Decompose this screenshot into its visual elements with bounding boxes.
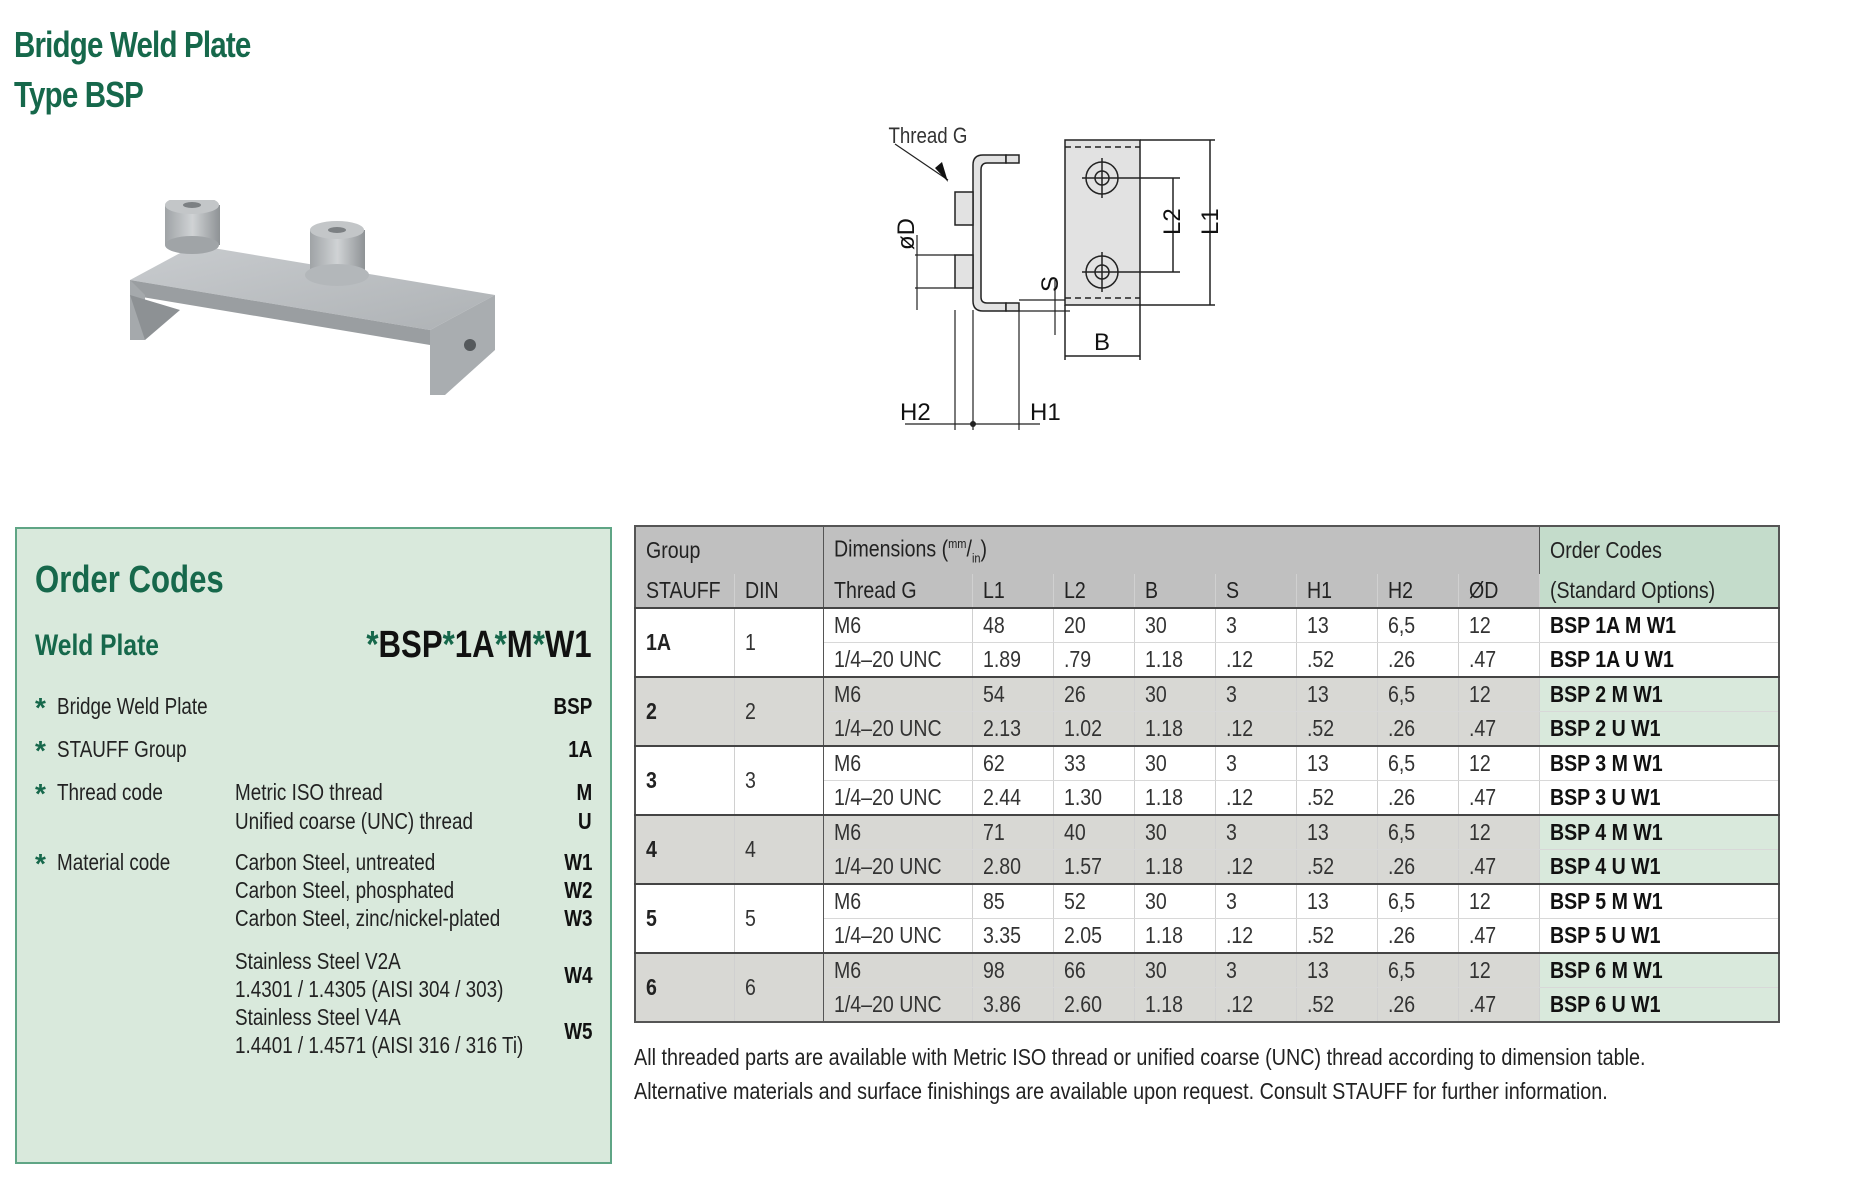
cell-h2: 6,5 <box>1377 677 1458 712</box>
required-star-icon: * <box>35 848 46 879</box>
column-header: H1 <box>1296 574 1377 608</box>
column-header: S <box>1215 574 1296 608</box>
cell-order-code: BSP 6 M W1 <box>1539 953 1779 988</box>
cell-l2: .79 <box>1053 643 1134 678</box>
cell-l1: 1.89 <box>972 643 1053 678</box>
svg-text:B: B <box>1094 329 1111 356</box>
table-row <box>635 746 1779 781</box>
option-description: Carbon Steel, untreated <box>235 849 436 875</box>
cell-thread: 1/4–20 UNC <box>823 919 972 954</box>
table-row <box>635 677 1779 712</box>
cell-h2: 6,5 <box>1377 884 1458 919</box>
cell-s: .12 <box>1215 919 1296 954</box>
option-label: STAUFF Group <box>57 736 187 762</box>
product-photo <box>100 200 560 430</box>
page-title <box>14 20 302 120</box>
svg-text:H1: H1 <box>1030 399 1061 426</box>
option-code: W5 <box>563 1018 592 1044</box>
order-code-example: *BSP*1A*M*W1 <box>366 624 592 666</box>
cell-l2: 2.60 <box>1053 988 1134 1023</box>
cell-h1: .52 <box>1296 643 1377 678</box>
title-line-2: Type BSP <box>14 74 144 115</box>
cell-h2: .26 <box>1377 988 1458 1023</box>
cell-din-group: 1 <box>734 608 823 677</box>
cell-l2: 52 <box>1053 884 1134 919</box>
cell-s: .12 <box>1215 643 1296 678</box>
cell-d: 12 <box>1458 815 1539 850</box>
cell-h2: 6,5 <box>1377 608 1458 643</box>
cell-thread: M6 <box>823 884 972 919</box>
cell-l1: 2.13 <box>972 712 1053 747</box>
cell-order-code: BSP 2 M W1 <box>1539 677 1779 712</box>
technical-drawing <box>880 110 1380 440</box>
cell-h1: 13 <box>1296 746 1377 781</box>
cell-din-group: 3 <box>734 746 823 815</box>
cell-l1: 71 <box>972 815 1053 850</box>
option-code: W4 <box>563 962 592 988</box>
header-order-codes: Order Codes <box>1539 526 1779 574</box>
cell-thread: M6 <box>823 746 972 781</box>
cell-h2: .26 <box>1377 712 1458 747</box>
column-header: DIN <box>734 574 823 608</box>
cell-l1: 85 <box>972 884 1053 919</box>
cell-b: 1.18 <box>1134 712 1215 747</box>
cell-d: .47 <box>1458 988 1539 1023</box>
cell-h2: 6,5 <box>1377 953 1458 988</box>
cell-h2: 6,5 <box>1377 815 1458 850</box>
cell-din-group: 6 <box>734 953 823 1022</box>
column-header: B <box>1134 574 1215 608</box>
cell-s: 3 <box>1215 953 1296 988</box>
cell-b: 30 <box>1134 746 1215 781</box>
cell-l2: 1.57 <box>1053 850 1134 885</box>
svg-text:L2: L2 <box>1159 208 1186 235</box>
cell-d: 12 <box>1458 953 1539 988</box>
required-star-icon: * <box>35 735 46 766</box>
column-header: ØD <box>1458 574 1539 608</box>
header-group: Group <box>635 526 823 574</box>
option-code: M <box>576 779 592 805</box>
cell-h2: 6,5 <box>1377 746 1458 781</box>
cell-l2: 40 <box>1053 815 1134 850</box>
cell-l2: 26 <box>1053 677 1134 712</box>
cell-order-code: BSP 1A U W1 <box>1539 643 1779 678</box>
column-header: Thread G <box>823 574 972 608</box>
option-code: U <box>578 808 592 834</box>
footnotes <box>634 1040 1810 1108</box>
cell-thread: M6 <box>823 815 972 850</box>
cell-order-code: BSP 5 M W1 <box>1539 884 1779 919</box>
option-description: Carbon Steel, zinc/nickel-plated <box>235 905 501 931</box>
cell-b: 1.18 <box>1134 850 1215 885</box>
cell-b: 30 <box>1134 815 1215 850</box>
cell-h2: .26 <box>1377 643 1458 678</box>
cell-order-code: BSP 3 U W1 <box>1539 781 1779 816</box>
cell-h2: .26 <box>1377 781 1458 816</box>
cell-h1: 13 <box>1296 608 1377 643</box>
cell-order-code: BSP 3 M W1 <box>1539 746 1779 781</box>
cell-l2: 2.05 <box>1053 919 1134 954</box>
cell-d: 12 <box>1458 884 1539 919</box>
cell-thread: 1/4–20 UNC <box>823 988 972 1023</box>
cell-stauff-group: 2 <box>635 677 734 746</box>
required-star-icon: * <box>35 692 46 723</box>
option-description: Stainless Steel V4A <box>235 1004 401 1030</box>
cell-l1: 54 <box>972 677 1053 712</box>
note-materials: Alternative materials and surface finishings are available upon request. Consult STAUFF for further information. <box>634 1078 1608 1104</box>
cell-h2: .26 <box>1377 919 1458 954</box>
option-code: 1A <box>567 736 592 762</box>
option-label: Bridge Weld Plate <box>57 693 208 719</box>
option-description: Unified coarse (UNC) thread <box>235 808 473 834</box>
cell-b: 1.18 <box>1134 988 1215 1023</box>
cell-din-group: 2 <box>734 677 823 746</box>
cell-order-code: BSP 4 M W1 <box>1539 815 1779 850</box>
cell-l2: 1.02 <box>1053 712 1134 747</box>
table-row <box>635 815 1779 850</box>
cell-h1: 13 <box>1296 677 1377 712</box>
title-line-1: Bridge Weld Plate <box>14 24 251 65</box>
cell-l2: 20 <box>1053 608 1134 643</box>
cell-l1: 62 <box>972 746 1053 781</box>
cell-thread: 1/4–20 UNC <box>823 643 972 678</box>
cell-b: 1.18 <box>1134 781 1215 816</box>
option-description: 1.4301 / 1.4305 (AISI 304 / 303) <box>235 976 504 1002</box>
option-code: W3 <box>563 905 592 931</box>
cell-d: 12 <box>1458 677 1539 712</box>
order-codes-heading: Order Codes <box>35 559 224 601</box>
option-label: Material code <box>57 849 171 875</box>
table-row <box>635 608 1779 643</box>
cell-s: 3 <box>1215 815 1296 850</box>
cell-d: .47 <box>1458 643 1539 678</box>
option-label: Thread code <box>57 779 163 805</box>
cell-b: 30 <box>1134 608 1215 643</box>
product-label: Weld Plate <box>35 629 159 662</box>
cell-d: 12 <box>1458 746 1539 781</box>
cell-l1: 3.86 <box>972 988 1053 1023</box>
svg-text:H2: H2 <box>900 399 931 426</box>
order-codes-panel <box>15 527 612 1164</box>
cell-s: 3 <box>1215 608 1296 643</box>
cell-l1: 2.44 <box>972 781 1053 816</box>
column-header: H2 <box>1377 574 1458 608</box>
cell-din-group: 5 <box>734 884 823 953</box>
cell-b: 1.18 <box>1134 643 1215 678</box>
cell-h1: .52 <box>1296 850 1377 885</box>
cell-stauff-group: 1A <box>635 608 734 677</box>
cell-l1: 2.80 <box>972 850 1053 885</box>
cell-s: 3 <box>1215 746 1296 781</box>
cell-h1: .52 <box>1296 781 1377 816</box>
option-code: BSP <box>553 693 592 719</box>
column-header: L1 <box>972 574 1053 608</box>
cell-b: 1.18 <box>1134 919 1215 954</box>
table-row <box>635 884 1779 919</box>
cell-l2: 66 <box>1053 953 1134 988</box>
cell-s: .12 <box>1215 850 1296 885</box>
required-star-icon: * <box>35 778 46 809</box>
column-header: L2 <box>1053 574 1134 608</box>
header-dimensions: Dimensions $(^{mm}/_{in})$ <box>823 526 1539 574</box>
cell-stauff-group: 4 <box>635 815 734 884</box>
cell-h2: .26 <box>1377 850 1458 885</box>
cell-stauff-group: 5 <box>635 884 734 953</box>
cell-l1: 48 <box>972 608 1053 643</box>
cell-order-code: BSP 4 U W1 <box>1539 850 1779 885</box>
cell-l1: 98 <box>972 953 1053 988</box>
cell-order-code: BSP 6 U W1 <box>1539 988 1779 1023</box>
cell-h1: 13 <box>1296 815 1377 850</box>
cell-thread: 1/4–20 UNC <box>823 781 972 816</box>
option-description: Stainless Steel V2A <box>235 948 401 974</box>
column-header: STAUFF <box>635 574 734 608</box>
cell-l1: 3.35 <box>972 919 1053 954</box>
svg-text:L1: L1 <box>1197 208 1224 235</box>
svg-text:S: S <box>1037 275 1064 292</box>
cell-d: .47 <box>1458 919 1539 954</box>
svg-text:øD: øD <box>893 218 920 250</box>
cell-d: 12 <box>1458 608 1539 643</box>
cell-thread: M6 <box>823 608 972 643</box>
cell-d: .47 <box>1458 712 1539 747</box>
cell-b: 30 <box>1134 677 1215 712</box>
cell-thread: M6 <box>823 953 972 988</box>
cell-thread: 1/4–20 UNC <box>823 850 972 885</box>
cell-s: .12 <box>1215 712 1296 747</box>
cell-order-code: BSP 2 U W1 <box>1539 712 1779 747</box>
cell-b: 30 <box>1134 953 1215 988</box>
cell-h1: .52 <box>1296 919 1377 954</box>
cell-order-code: BSP 1A M W1 <box>1539 608 1779 643</box>
cell-l2: 33 <box>1053 746 1134 781</box>
option-description: Metric ISO thread <box>235 779 383 805</box>
note-threads: All threaded parts are available with Metric ISO thread or unified coarse (UNC) thread according to dimension table. <box>634 1044 1646 1070</box>
thread-g-label: Thread G <box>888 124 968 149</box>
cell-h1: .52 <box>1296 712 1377 747</box>
cell-d: .47 <box>1458 850 1539 885</box>
dimension-table <box>634 525 1780 1023</box>
cell-stauff-group: 3 <box>635 746 734 815</box>
cell-s: 3 <box>1215 884 1296 919</box>
option-code: W2 <box>563 877 592 903</box>
option-description: Carbon Steel, phosphated <box>235 877 455 903</box>
cell-order-code: BSP 5 U W1 <box>1539 919 1779 954</box>
cell-s: .12 <box>1215 781 1296 816</box>
table-row <box>635 953 1779 988</box>
cell-h1: 13 <box>1296 953 1377 988</box>
cell-h1: 13 <box>1296 884 1377 919</box>
cell-d: .47 <box>1458 781 1539 816</box>
cell-thread: M6 <box>823 677 972 712</box>
cell-b: 30 <box>1134 884 1215 919</box>
option-description: 1.4401 / 1.4571 (AISI 316 / 316 Ti) <box>235 1032 524 1058</box>
cell-h1: .52 <box>1296 988 1377 1023</box>
cell-thread: 1/4–20 UNC <box>823 712 972 747</box>
cell-din-group: 4 <box>734 815 823 884</box>
cell-s: .12 <box>1215 988 1296 1023</box>
cell-stauff-group: 6 <box>635 953 734 1022</box>
option-code: W1 <box>563 849 592 875</box>
column-header-order-codes: (Standard Options) <box>1539 574 1779 608</box>
cell-s: 3 <box>1215 677 1296 712</box>
cell-l2: 1.30 <box>1053 781 1134 816</box>
